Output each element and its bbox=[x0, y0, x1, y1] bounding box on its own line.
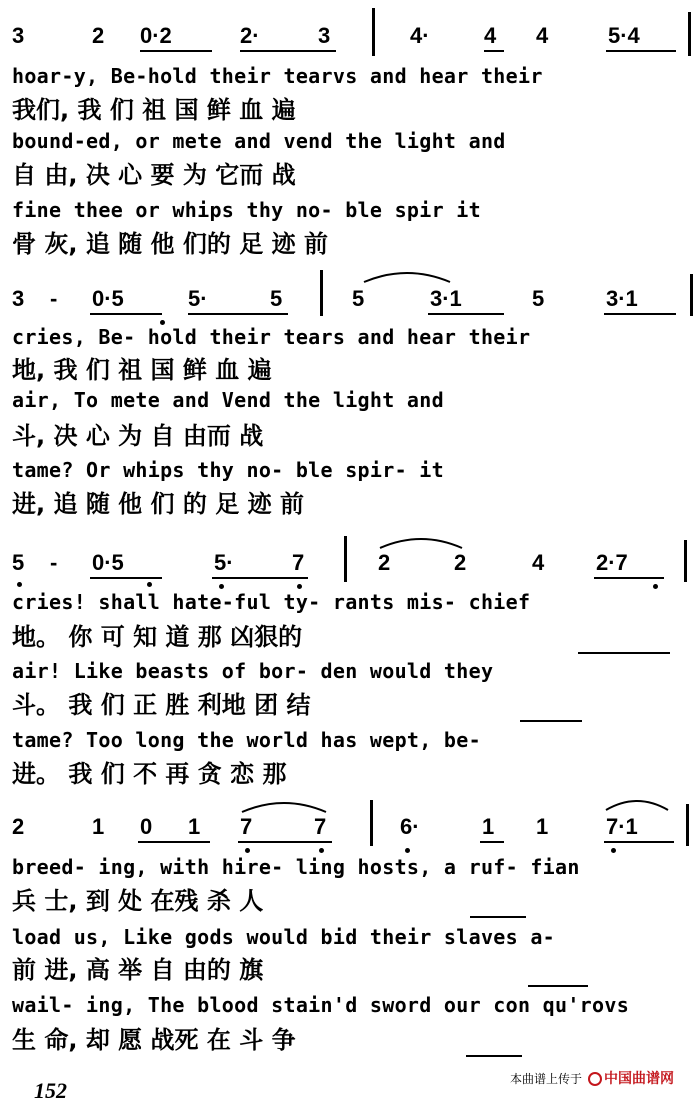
note: 5·4 bbox=[608, 23, 640, 48]
note: 5· bbox=[214, 550, 234, 575]
tie bbox=[378, 534, 464, 550]
note: 3·1 bbox=[606, 286, 638, 311]
low-octave-dot bbox=[611, 848, 616, 853]
eighth-underline bbox=[138, 841, 210, 843]
lyric-zh: 兵 士, 到 处 在残 杀 人 bbox=[12, 887, 264, 915]
note: - bbox=[50, 550, 58, 575]
lyric-zh: 斗。 我 们 正 胜 利地 团 结 bbox=[12, 691, 311, 719]
note: 2 bbox=[92, 23, 105, 48]
eighth-underline bbox=[604, 313, 676, 315]
note: 5· bbox=[188, 286, 208, 311]
lyric-zh: 地。 你 可 知 道 那 凶狠的 bbox=[12, 623, 303, 651]
lyric-en: tame? Too long the world has wept, be- bbox=[12, 728, 481, 752]
eighth-underline bbox=[188, 313, 288, 315]
lyric-zh: 斗, 决 心 为 自 由而 战 bbox=[12, 422, 264, 450]
logo-icon bbox=[588, 1072, 602, 1086]
note: 4 bbox=[536, 23, 549, 48]
note: - bbox=[50, 286, 58, 311]
note: 3 bbox=[12, 23, 25, 48]
note: 4· bbox=[410, 23, 430, 48]
bar-line bbox=[684, 540, 687, 582]
lyric-underline bbox=[520, 720, 582, 722]
note: 1 bbox=[536, 814, 549, 839]
note: 2 bbox=[454, 550, 467, 575]
tie bbox=[604, 796, 670, 812]
lyric-en: wail- ing, The blood stain'd sword our con qu'rovs bbox=[12, 993, 630, 1017]
eighth-underline bbox=[212, 577, 308, 579]
lyric-underline bbox=[528, 985, 588, 987]
eighth-underline bbox=[428, 313, 504, 315]
note: 0 bbox=[140, 814, 153, 839]
upload-note: 本曲谱上传于 bbox=[510, 1072, 583, 1086]
lyric-zh: 进, 追 随 他 们 的 足 迹 前 bbox=[12, 490, 304, 518]
low-octave-dot bbox=[653, 584, 658, 589]
lyric-en: cries! shall hate-ful ty- rants mis- chief bbox=[12, 590, 531, 614]
note: 0·2 bbox=[140, 23, 172, 48]
note: 6· bbox=[400, 814, 420, 839]
note: 5 bbox=[270, 286, 283, 311]
note: 5 bbox=[12, 550, 25, 575]
note: 2·7 bbox=[596, 550, 628, 575]
lyric-en: load us, Like gods would bid their slaves a- bbox=[12, 925, 556, 949]
site-name: 中国曲谱网 bbox=[604, 1071, 674, 1087]
note: 7 bbox=[240, 814, 253, 839]
eighth-underline bbox=[238, 841, 332, 843]
low-octave-dot bbox=[219, 584, 224, 589]
bar-line bbox=[372, 8, 375, 56]
eighth-underline bbox=[606, 50, 676, 52]
low-octave-dot bbox=[245, 848, 250, 853]
low-octave-dot bbox=[319, 848, 324, 853]
note: 4 bbox=[484, 23, 497, 48]
lyric-zh: 骨 灰, 追 随 他 们的 足 迹 前 bbox=[12, 230, 328, 258]
eighth-underline bbox=[90, 313, 162, 315]
low-octave-dot bbox=[297, 584, 302, 589]
note: 1 bbox=[188, 814, 201, 839]
note: 3 bbox=[12, 286, 25, 311]
note: 1 bbox=[92, 814, 105, 839]
note: 1 bbox=[482, 814, 495, 839]
note: 3·1 bbox=[430, 286, 462, 311]
note: 5 bbox=[352, 286, 365, 311]
lyric-underline bbox=[578, 652, 670, 654]
lyric-en: cries, Be- hold their tears and hear their bbox=[12, 325, 531, 349]
eighth-underline bbox=[484, 50, 504, 52]
note: 2· bbox=[240, 23, 260, 48]
lyric-underline bbox=[470, 916, 526, 918]
tie bbox=[362, 268, 452, 284]
lyric-en: air! Like beasts of bor- den would they bbox=[12, 659, 494, 683]
eighth-underline bbox=[90, 577, 162, 579]
note: 5 bbox=[532, 286, 545, 311]
lyric-en: air, To mete and Vend the light and bbox=[12, 388, 444, 412]
lyric-en: hoar-y, Be-hold their tearvs and hear their bbox=[12, 64, 543, 88]
lyric-zh: 进。 我 们 不 再 贪 恋 那 bbox=[12, 760, 287, 788]
lyric-zh: 前 进, 高 举 自 由的 旗 bbox=[12, 956, 264, 984]
site-logo[interactable] bbox=[588, 1068, 674, 1088]
bar-line bbox=[344, 536, 347, 582]
lyric-zh: 自 由, 决 心 要 为 它而 战 bbox=[12, 161, 296, 189]
low-octave-dot bbox=[405, 848, 410, 853]
eighth-underline bbox=[480, 841, 504, 843]
note: 7·1 bbox=[606, 814, 638, 839]
tie bbox=[240, 798, 328, 814]
lyric-en: fine thee or whips thy no- ble spir it bbox=[12, 198, 481, 222]
eighth-underline bbox=[240, 50, 336, 52]
bar-line bbox=[690, 274, 693, 316]
note: 7 bbox=[292, 550, 305, 575]
eighth-underline bbox=[140, 50, 212, 52]
note: 3 bbox=[318, 23, 331, 48]
lyric-zh: 地, 我 们 祖 国 鲜 血 遍 bbox=[12, 356, 272, 384]
lyric-en: breed- ing, with hire- ling hosts, a ruf- fian bbox=[12, 855, 580, 879]
eighth-underline bbox=[594, 577, 664, 579]
lyric-underline bbox=[466, 1055, 522, 1057]
note: 4 bbox=[532, 550, 545, 575]
note: 0·5 bbox=[92, 550, 124, 575]
page-number: 152 bbox=[34, 1078, 67, 1103]
note: 2 bbox=[12, 814, 25, 839]
eighth-underline bbox=[604, 841, 674, 843]
bar-line bbox=[688, 12, 691, 56]
note: 7 bbox=[314, 814, 327, 839]
note: 0·5 bbox=[92, 286, 124, 311]
lyric-en: tame? Or whips thy no- ble spir- it bbox=[12, 458, 444, 482]
low-octave-dot bbox=[147, 582, 152, 587]
bar-line bbox=[370, 800, 373, 846]
lyric-zh: 生 命, 却 愿 战死 在 斗 争 bbox=[12, 1026, 296, 1054]
lyric-zh: 我们, 我 们 祖 国 鲜 血 遍 bbox=[12, 96, 296, 124]
low-octave-dot bbox=[17, 582, 22, 587]
note: 2 bbox=[378, 550, 391, 575]
bar-line bbox=[686, 804, 689, 846]
bar-line bbox=[320, 270, 323, 316]
lyric-en: bound-ed, or mete and vend the light and bbox=[12, 129, 506, 153]
